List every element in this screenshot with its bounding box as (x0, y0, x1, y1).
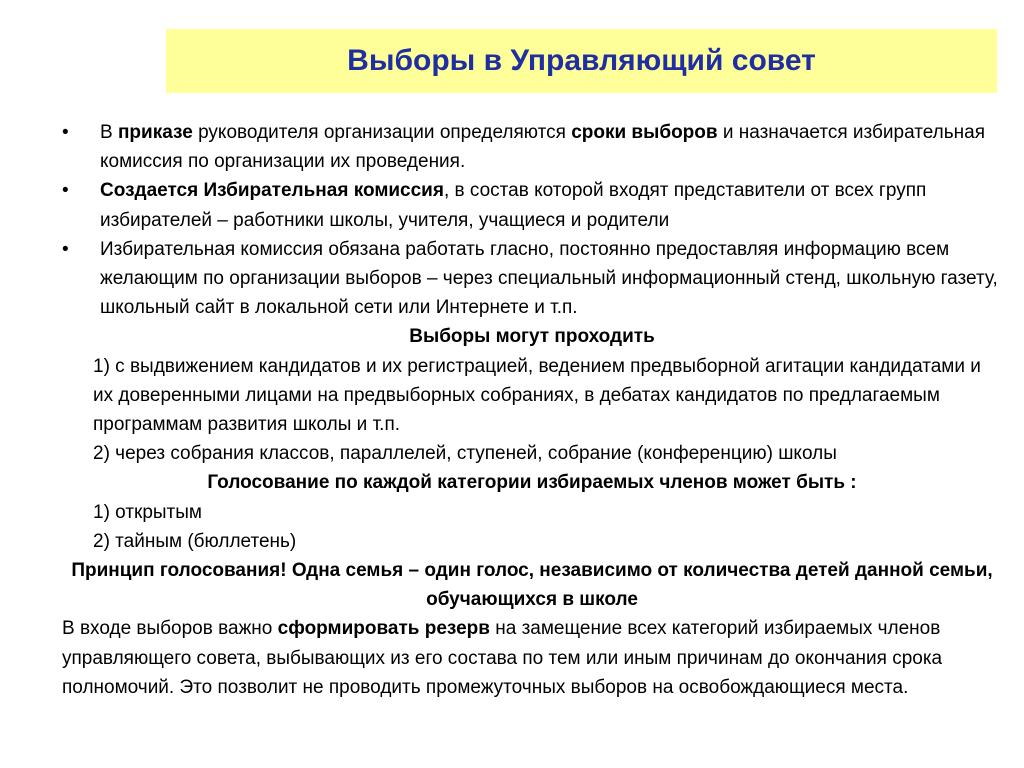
principle-text: Принцип голосования! Одна семья – один голос, независимо от количества детей данной семьи, обучающихся в школе (71, 560, 993, 611)
voting-item-2: 2) тайным (бюллетень) (93, 530, 297, 552)
slide-content (62, 118, 1002, 702)
bullet-text: , в состав которой входят представители от всех групп избирателей – работники школы, учителя, учащиеся и родители (100, 180, 927, 231)
bullet-list (62, 118, 1002, 322)
bullet-icon: • (62, 122, 69, 143)
voting-heading: Голосование по каждой категории избираемых членов может быть : (207, 472, 857, 494)
page-title: Выборы в Управляющий совет (347, 44, 816, 77)
bullet-item-publicity (62, 235, 1002, 323)
bullet-item-commission (62, 176, 1002, 234)
final-bold: сформировать резерв (277, 618, 490, 640)
elections-item-1: 1) с выдвижением кандидатов и их регистрацией, ведением предвыборной агитации кандидатами и их доверенными лицами на предвыборных собраниях, в дебатах кандидатов по предлагаемым программам развития школы и т.п. (93, 355, 981, 436)
bullet-text: Избирательная комиссия обязана работать гласно, постоянно предоставляя информацию всем желающим по организации выборов – через специальный информационный стенд, школьную газету, школьный сайт в локальной сети или Интернете и т.п. (100, 238, 998, 319)
bullet-icon: • (62, 238, 69, 260)
bullet-text: В (100, 122, 118, 143)
voting-item-1: 1) открытым (93, 501, 202, 523)
bullet-bold: Создается Избирательная комиссия (100, 180, 444, 202)
title-banner (166, 29, 997, 93)
bullet-text: и назначается избирательная комиссия по организации их проведения. (100, 122, 985, 173)
elections-heading: Выборы могут проходить (409, 326, 655, 348)
final-text: В входе выборов важно (62, 618, 278, 640)
bullet-text: руководителя организации определяются (192, 122, 572, 143)
bullet-bold: приказе (117, 122, 193, 143)
final-text: на замещение всех категорий избираемых членов управляющего совета, выбывающих из его состава по тем или иным причинам до окончания срока полномочий. Это позволит не проводить промежуточных выборов на освобождающиеся места. (62, 618, 943, 698)
bullet-item-order (62, 118, 1002, 176)
bullet-bold: сроки выборов (571, 122, 718, 143)
bullet-icon: • (62, 180, 69, 202)
final-paragraph (62, 614, 1002, 702)
elections-item-2: 2) через собрания классов, параллелей, ступеней, собрание (конференцию) школы (93, 443, 837, 465)
